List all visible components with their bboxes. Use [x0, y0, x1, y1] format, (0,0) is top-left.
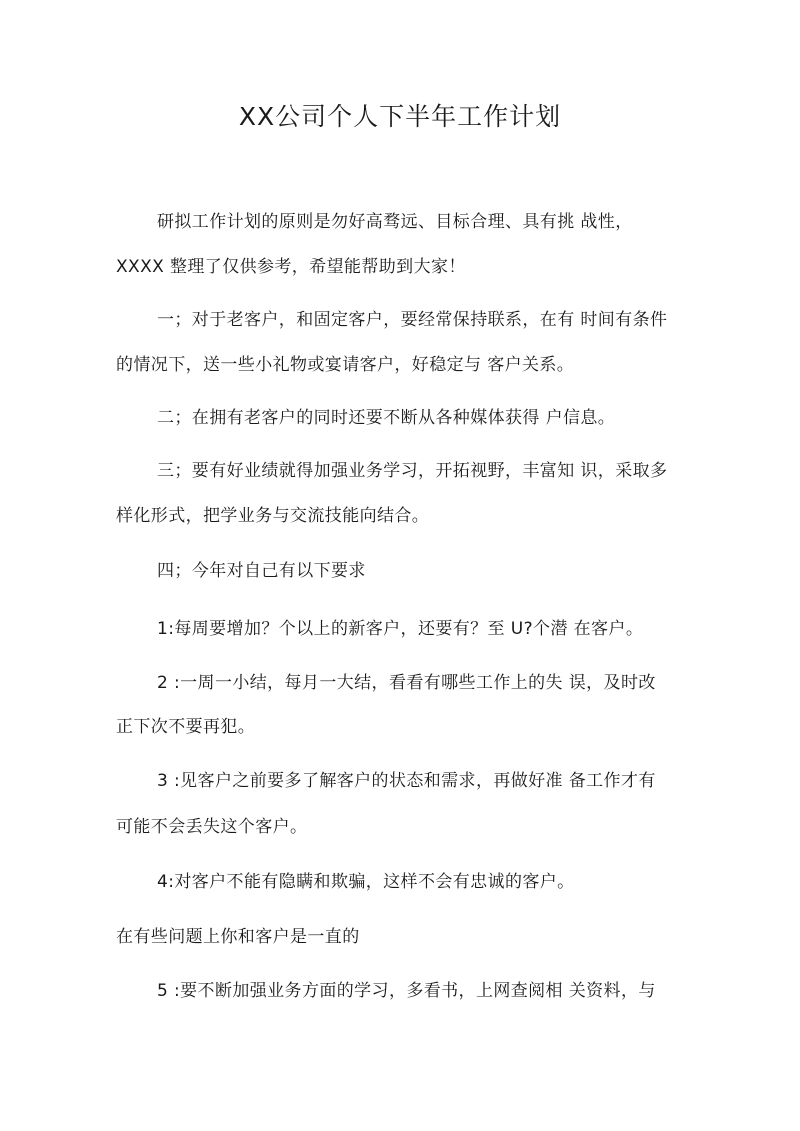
paragraph-line: 一；对于老客户，和固定客户，要经常保持联系，在有 时间有条件: [157, 310, 668, 330]
paragraph-line: 1:每周要增加？个以上的新客户，还要有？至 U?个潜 在客户。: [157, 619, 644, 639]
paragraph-line: 四；今年对自己有以下要求: [157, 561, 366, 581]
paragraph-line: 三；要有好业绩就得加强业务学习，开拓视野，丰富知 识，采取多: [157, 461, 668, 481]
paragraph-line: 5 :要不断加强业务方面的学习，多看书，上网查阅相 关资料，与: [157, 981, 656, 1001]
paragraph-line: 3 :见客户之前要多了解客户的状态和需求，再做好准 备工作才有: [157, 771, 656, 791]
paragraph-line: 二；在拥有老客户的同时还要不断从各种媒体获得 户信息。: [157, 408, 616, 428]
paragraph-line: 的情况下，送一些小礼物或宴请客户，好稳定与 客户关系。: [116, 355, 575, 375]
paragraph-line: 在有些问题上你和客户是一直的: [116, 927, 360, 947]
paragraph-line: 4:对客户不能有隐瞒和欺骗，这样不会有忠诚的客户。: [157, 872, 575, 892]
paragraph-line: 研拟工作计划的原则是勿好高骛远、目标合理、具有挑 战性，: [157, 212, 633, 232]
document-title: XX公司个人下半年工作计划: [238, 102, 562, 131]
paragraph-line: 样化形式，把学业务与交流技能向结合。: [116, 506, 430, 526]
paragraph-line: 可能不会丢失这个客户。: [116, 817, 308, 837]
paragraph-line: XXXX 整理了仅供参考，希望能帮助到大家！: [116, 257, 466, 277]
paragraph-line: 正下次不要再犯。: [116, 717, 256, 737]
paragraph-line: 2 :一周一小结，每月一大结，看看有哪些工作上的失 误，及时改: [157, 673, 656, 693]
